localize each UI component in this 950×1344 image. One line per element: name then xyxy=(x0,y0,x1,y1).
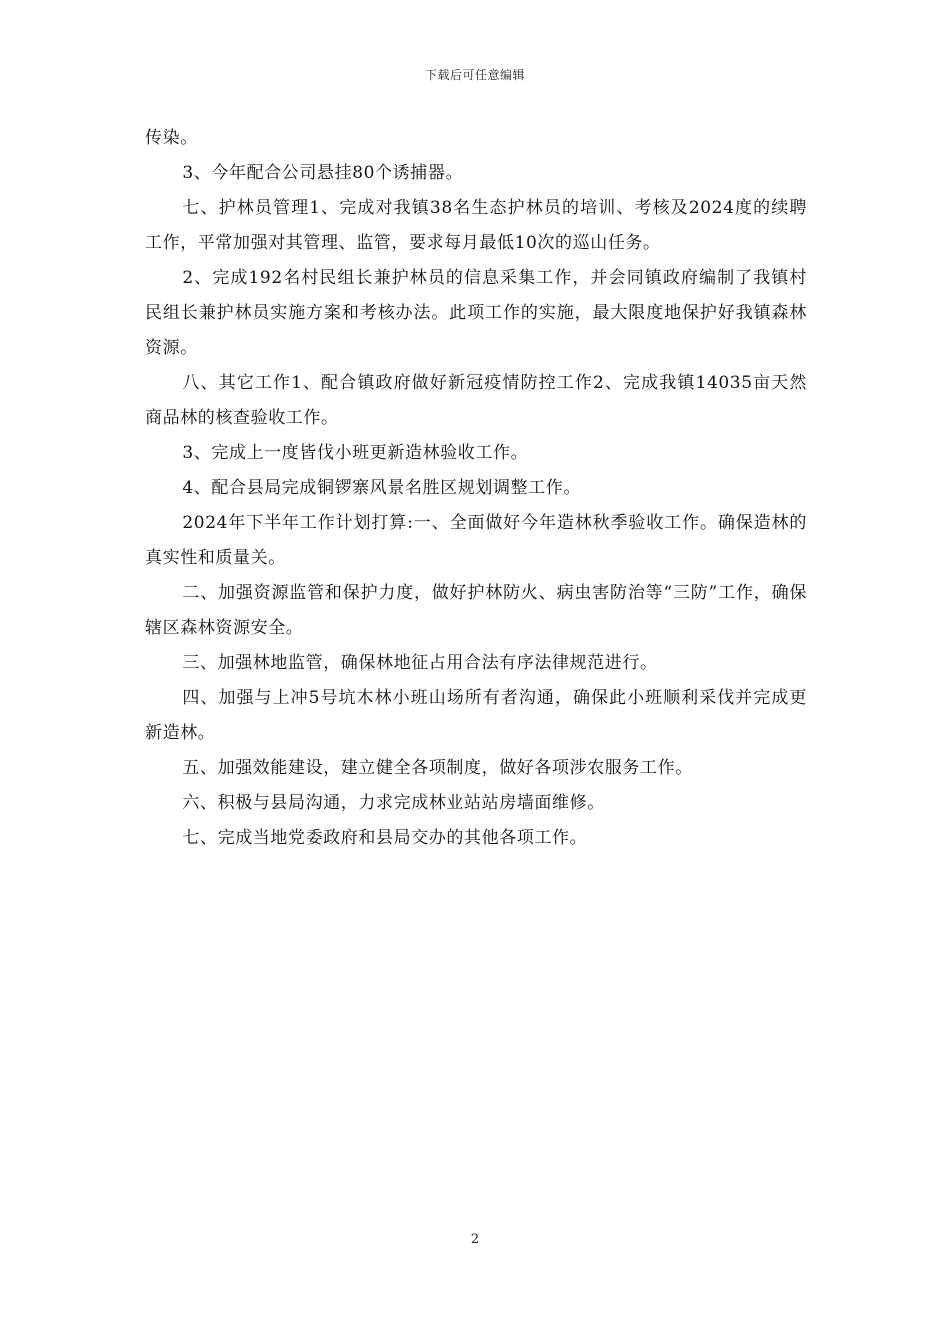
paragraph: 3、今年配合公司悬挂80个诱捕器。 xyxy=(182,163,464,183)
document-body xyxy=(145,121,807,856)
paragraph: 2、完成192名村民组长兼护林员的信息采集工作，并会同镇政府编制了我镇村民组长兼护林员实施方案和考核办法。此项工作的实施，最大限度地保护好我镇森林资源。 xyxy=(145,268,807,358)
paragraph: 五、加强效能建设，建立健全各项制度，做好各项涉农服务工作。 xyxy=(182,758,693,778)
paragraph: 四、加强与上冲5号坑木林小班山场所有者沟通，确保此小班顺利采伐并完成更新造林。 xyxy=(145,688,807,743)
page-header-note: 下载后可任意编辑 xyxy=(424,68,525,82)
paragraph: 六、积极与县局沟通，力求完成林业站站房墙面维修。 xyxy=(182,793,605,813)
page-number: 2 xyxy=(470,1232,480,1247)
paragraph: 三、加强林地监管，确保林地征占用合法有序法律规范进行。 xyxy=(182,653,658,673)
paragraph: 二、加强资源监管和保护力度，做好护林防火、病虫害防治等“三防”工作，确保辖区森林资源安全。 xyxy=(145,583,807,638)
paragraph: 3、完成上一度皆伐小班更新造林验收工作。 xyxy=(182,443,529,463)
paragraph: 八、其它工作1、配合镇政府做好新冠疫情防控工作2、完成我镇14035亩天然商品林的核查验收工作。 xyxy=(145,373,807,428)
paragraph: 2024年下半年工作计划打算:一、全面做好今年造林秋季验收工作。确保造林的真实性和质量关。 xyxy=(145,513,807,568)
paragraph: 4、配合县局完成铜锣寨风景名胜区规划调整工作。 xyxy=(182,478,582,498)
paragraph: 传染。 xyxy=(145,128,198,148)
paragraph: 七、护林员管理1、完成对我镇38名生态护林员的培训、考核及2024度的续聘工作，平常加强对其管理、监管，要求每月最低10次的巡山任务。 xyxy=(145,198,807,253)
paragraph: 七、完成当地党委政府和县局交办的其他各项工作。 xyxy=(182,828,588,848)
